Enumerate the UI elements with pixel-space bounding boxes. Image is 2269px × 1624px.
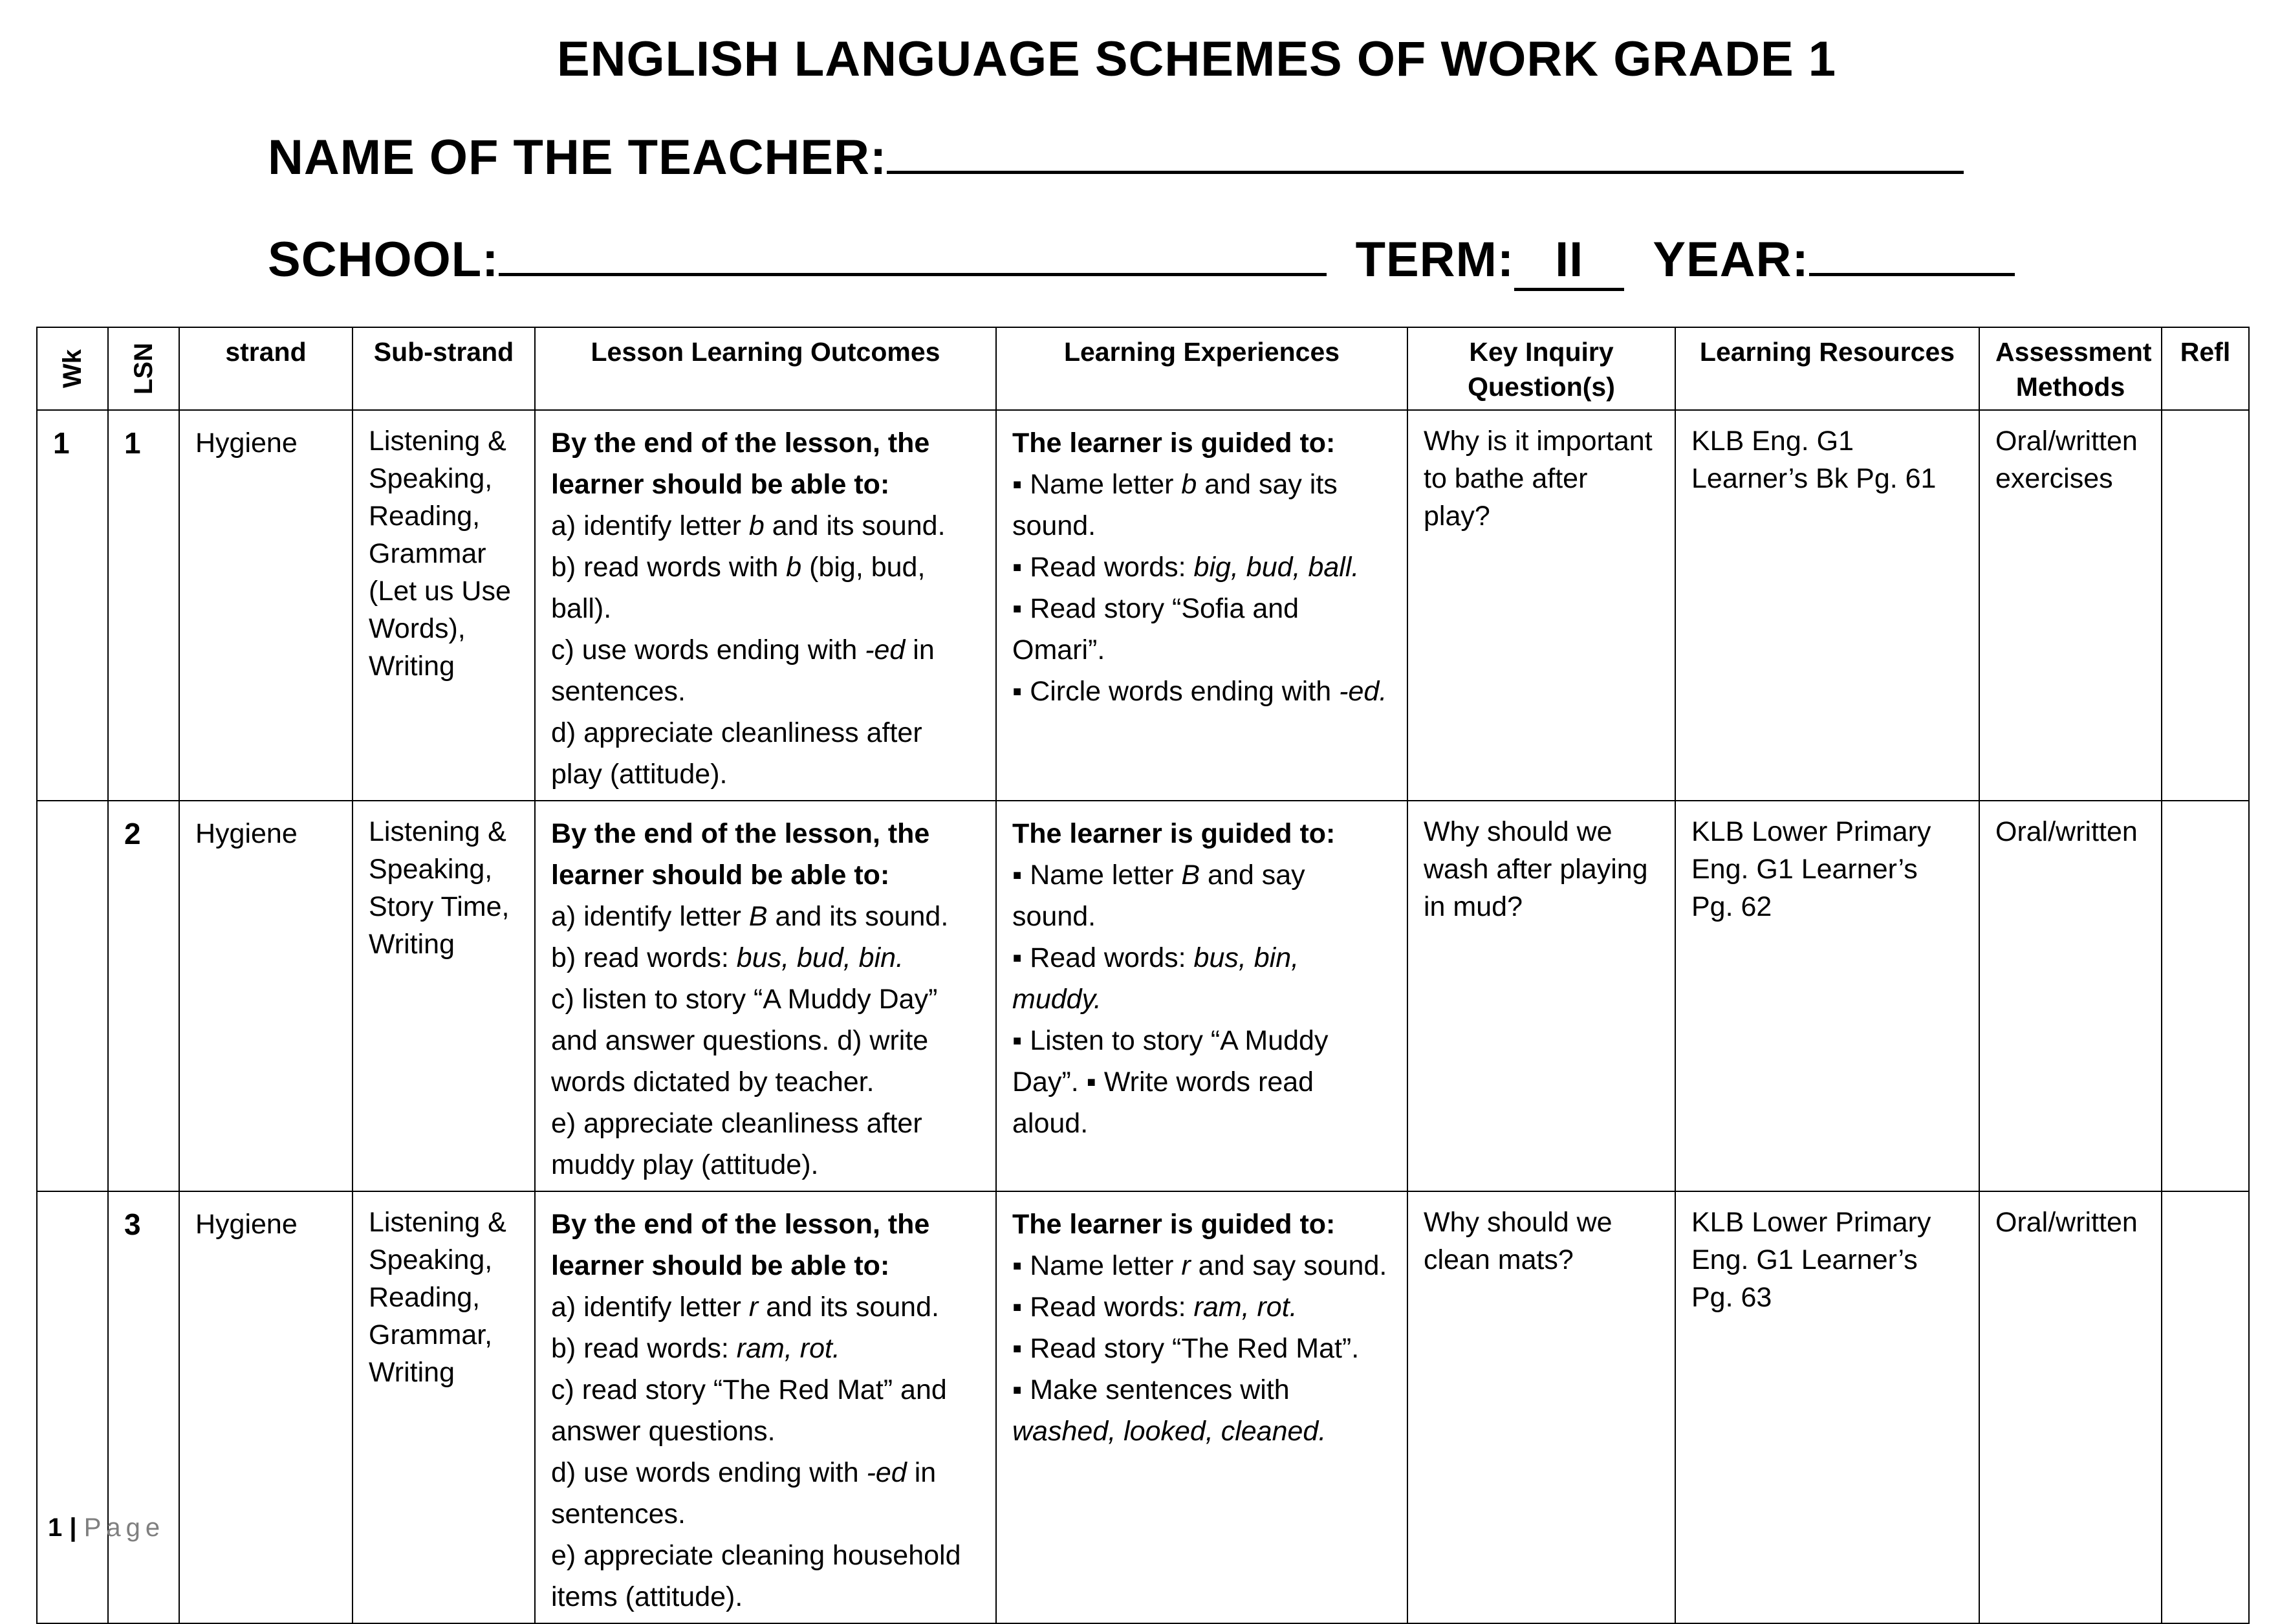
outcome-line-part: b) read words: <box>551 942 737 973</box>
header-substrand: Sub-strand <box>353 327 535 410</box>
cell-resources: KLB Lower Primary Eng. G1 Learner’s Pg. 63 <box>1675 1191 1979 1623</box>
cell-inquiry-question: Why should we clean mats? <box>1407 1191 1675 1623</box>
experience-line <box>1012 1369 1391 1452</box>
cell-outcomes <box>535 801 996 1191</box>
experiences-intro: The learner is guided to: <box>1012 818 1336 849</box>
cell-lesson: 2 <box>108 801 179 1191</box>
outcome-line <box>551 979 980 1103</box>
outcome-line-part: e) appreciate cleaning household items (attitude). <box>551 1540 961 1612</box>
cell-lesson: 3 <box>108 1191 179 1623</box>
outcome-line-part: b <box>786 552 802 583</box>
outcome-line <box>551 1286 980 1328</box>
header-assessment: Assessment Methods <box>1979 327 2162 410</box>
experience-line <box>1012 547 1391 588</box>
cell-assessment: Oral/written <box>1979 801 2162 1191</box>
header-resources: Learning Resources <box>1675 327 1979 410</box>
outcome-line-part: (big, bud, ball). <box>551 552 926 624</box>
cell-strand: Hygiene <box>179 410 353 801</box>
header-reflection: Refl <box>2162 327 2249 410</box>
table-row <box>37 1191 2249 1623</box>
outcome-line <box>551 1369 980 1452</box>
term-value[interactable]: II <box>1514 232 1624 291</box>
cell-experiences <box>996 410 1407 801</box>
experience-line-part: bus, bin, muddy. <box>1012 942 1299 1015</box>
experience-line <box>1012 854 1391 937</box>
outcome-line-part: d) appreciate cleanliness after play (attitude). <box>551 717 922 790</box>
header-wk: Wk <box>37 327 108 410</box>
experience-line <box>1012 588 1391 671</box>
document-title: ENGLISH LANGUAGE SCHEMES OF WORK GRADE 1 <box>556 32 1837 87</box>
experience-line-part: ▪ Read story “The Red Mat”. <box>1012 1333 1360 1364</box>
outcome-line-part: b) read words with <box>551 552 787 583</box>
cell-substrand: Listening & Speaking, Reading, Grammar (Let us Use Words), Writing <box>353 410 535 801</box>
outcome-line <box>551 505 980 547</box>
table-row <box>37 410 2249 801</box>
term-label: TERM: <box>1355 232 1515 287</box>
outcome-line <box>551 547 980 629</box>
school-blank[interactable] <box>499 268 1327 276</box>
outcome-line-part: e) appreciate cleanliness after muddy play (attitude). <box>551 1108 922 1180</box>
experience-line-part: ▪ Read story “Sofia and Omari”. <box>1012 593 1299 666</box>
experience-line-part: B <box>1181 860 1200 891</box>
page-word: Page <box>83 1513 166 1542</box>
experience-line-part: r <box>1181 1250 1191 1281</box>
year-label: YEAR: <box>1653 232 1809 287</box>
teacher-name-blank[interactable] <box>887 166 1964 174</box>
year-blank[interactable] <box>1809 268 2015 276</box>
experience-line-part: and say its sound. <box>1012 469 1338 541</box>
cell-strand: Hygiene <box>179 1191 353 1623</box>
cell-inquiry-question: Why should we wash after playing in mud? <box>1407 801 1675 1191</box>
teacher-name-line <box>268 129 1964 186</box>
experience-line <box>1012 1245 1391 1286</box>
experience-line-part: ▪ Make sentences with <box>1012 1374 1290 1405</box>
outcome-line-part: r <box>748 1292 759 1323</box>
school-label: SCHOOL: <box>268 232 499 287</box>
outcomes-intro: By the end of the lesson, the learner should be able to: <box>551 818 930 891</box>
cell-reflection[interactable] <box>2162 801 2249 1191</box>
page-footer <box>48 1513 165 1543</box>
outcomes-intro: By the end of the lesson, the learner should be able to: <box>551 428 930 500</box>
table-row <box>37 801 2249 1191</box>
header-experiences: Learning Experiences <box>996 327 1407 410</box>
teacher-label: NAME OF THE TEACHER: <box>268 130 887 185</box>
header-strand: strand <box>179 327 353 410</box>
cell-week <box>37 801 108 1191</box>
experiences-intro: The learner is guided to: <box>1012 1209 1336 1240</box>
outcome-line-part: b) read words: <box>551 1333 737 1364</box>
cell-experiences <box>996 801 1407 1191</box>
experience-line-part: and say sound. <box>1012 860 1305 932</box>
schemes-table <box>36 327 2250 1624</box>
outcome-line-part: -ed <box>865 634 906 666</box>
outcome-line <box>551 1328 980 1369</box>
outcome-line-part: in sentences. <box>551 634 935 707</box>
outcome-line-part: c) use words ending with <box>551 634 865 666</box>
experience-line <box>1012 671 1391 712</box>
outcome-line <box>551 712 980 795</box>
experience-line-part: and say sound. <box>1190 1250 1387 1281</box>
experience-line-part: ▪ Listen to story “A Muddy Day”. ▪ Write words read aloud. <box>1012 1025 1329 1139</box>
outcome-line-part: ram, rot. <box>736 1333 840 1364</box>
experience-line <box>1012 1286 1391 1328</box>
page-separator: | <box>69 1513 77 1542</box>
experience-line-part: ▪ Read words: <box>1012 552 1194 583</box>
outcome-line <box>551 1535 980 1618</box>
outcome-line-part: d) use words ending with <box>551 1457 867 1488</box>
experience-line-part: -ed. <box>1339 676 1387 707</box>
cell-lesson: 1 <box>108 410 179 801</box>
outcome-line <box>551 896 980 937</box>
outcome-line-part: B <box>748 901 768 932</box>
cell-experiences <box>996 1191 1407 1623</box>
experience-line-part: washed, looked, cleaned. <box>1012 1416 1327 1447</box>
cell-week <box>37 1191 108 1623</box>
outcome-line-part: a) identify letter <box>551 1292 749 1323</box>
cell-outcomes <box>535 1191 996 1623</box>
outcome-line <box>551 629 980 712</box>
outcome-line-part: and its sound. <box>764 510 946 541</box>
cell-assessment: Oral/written <box>1979 1191 2162 1623</box>
school-term-year-line <box>268 232 2015 291</box>
cell-outcomes <box>535 410 996 801</box>
cell-reflection[interactable] <box>2162 410 2249 801</box>
experience-line-part: ▪ Circle words ending with <box>1012 676 1340 707</box>
outcome-line-part: and its sound. <box>758 1292 939 1323</box>
experience-line <box>1012 937 1391 1020</box>
experience-line-part: ram, rot. <box>1193 1292 1297 1323</box>
header-lsn: LSN <box>108 327 179 410</box>
outcome-line-part: and its sound. <box>767 901 949 932</box>
cell-strand: Hygiene <box>179 801 353 1191</box>
experience-line-part: ▪ Read words: <box>1012 1292 1194 1323</box>
experiences-intro: The learner is guided to: <box>1012 428 1336 459</box>
cell-substrand: Listening & Speaking, Reading, Grammar, Writing <box>353 1191 535 1623</box>
outcome-line <box>551 937 980 979</box>
header-outcomes: Lesson Learning Outcomes <box>535 327 996 410</box>
experience-line-part: ▪ Name letter <box>1012 860 1182 891</box>
outcome-line <box>551 1103 980 1186</box>
experience-line <box>1012 1020 1391 1144</box>
experience-line <box>1012 1328 1391 1369</box>
header-row <box>37 327 2249 410</box>
cell-resources: KLB Lower Primary Eng. G1 Learner’s Pg. 62 <box>1675 801 1979 1191</box>
outcome-line-part: a) identify letter <box>551 901 749 932</box>
experience-line-part: ▪ Name letter <box>1012 1250 1182 1281</box>
header-inquiry-questions: Key Inquiry Question(s) <box>1407 327 1675 410</box>
outcome-line-part: b <box>748 510 765 541</box>
cell-week: 1 <box>37 410 108 801</box>
cell-inquiry-question: Why is it important to bathe after play? <box>1407 410 1675 801</box>
experience-line <box>1012 464 1391 547</box>
experience-line-part: big, bud, ball. <box>1193 552 1360 583</box>
cell-substrand: Listening & Speaking, Story Time, Writing <box>353 801 535 1191</box>
experience-line-part: ▪ Read words: <box>1012 942 1194 973</box>
outcome-line-part: c) listen to story “A Muddy Day” and answer questions. d) write words dictated by teacher. <box>551 984 938 1098</box>
outcome-line-part: bus, bud, bin. <box>736 942 904 973</box>
outcome-line <box>551 1452 980 1535</box>
experience-line-part: b <box>1181 469 1197 500</box>
outcome-line-part: a) identify letter <box>551 510 749 541</box>
outcome-line-part: in sentences. <box>551 1457 937 1530</box>
page-number: 1 <box>48 1513 63 1542</box>
outcome-line-part: c) read story “The Red Mat” and answer questions. <box>551 1374 947 1447</box>
experience-line-part: ▪ Name letter <box>1012 469 1182 500</box>
outcomes-intro: By the end of the lesson, the learner should be able to: <box>551 1209 930 1281</box>
outcome-line-part: -ed <box>866 1457 907 1488</box>
cell-reflection[interactable] <box>2162 1191 2249 1623</box>
cell-assessment: Oral/written exercises <box>1979 410 2162 801</box>
cell-resources: KLB Eng. G1 Learner’s Bk Pg. 61 <box>1675 410 1979 801</box>
